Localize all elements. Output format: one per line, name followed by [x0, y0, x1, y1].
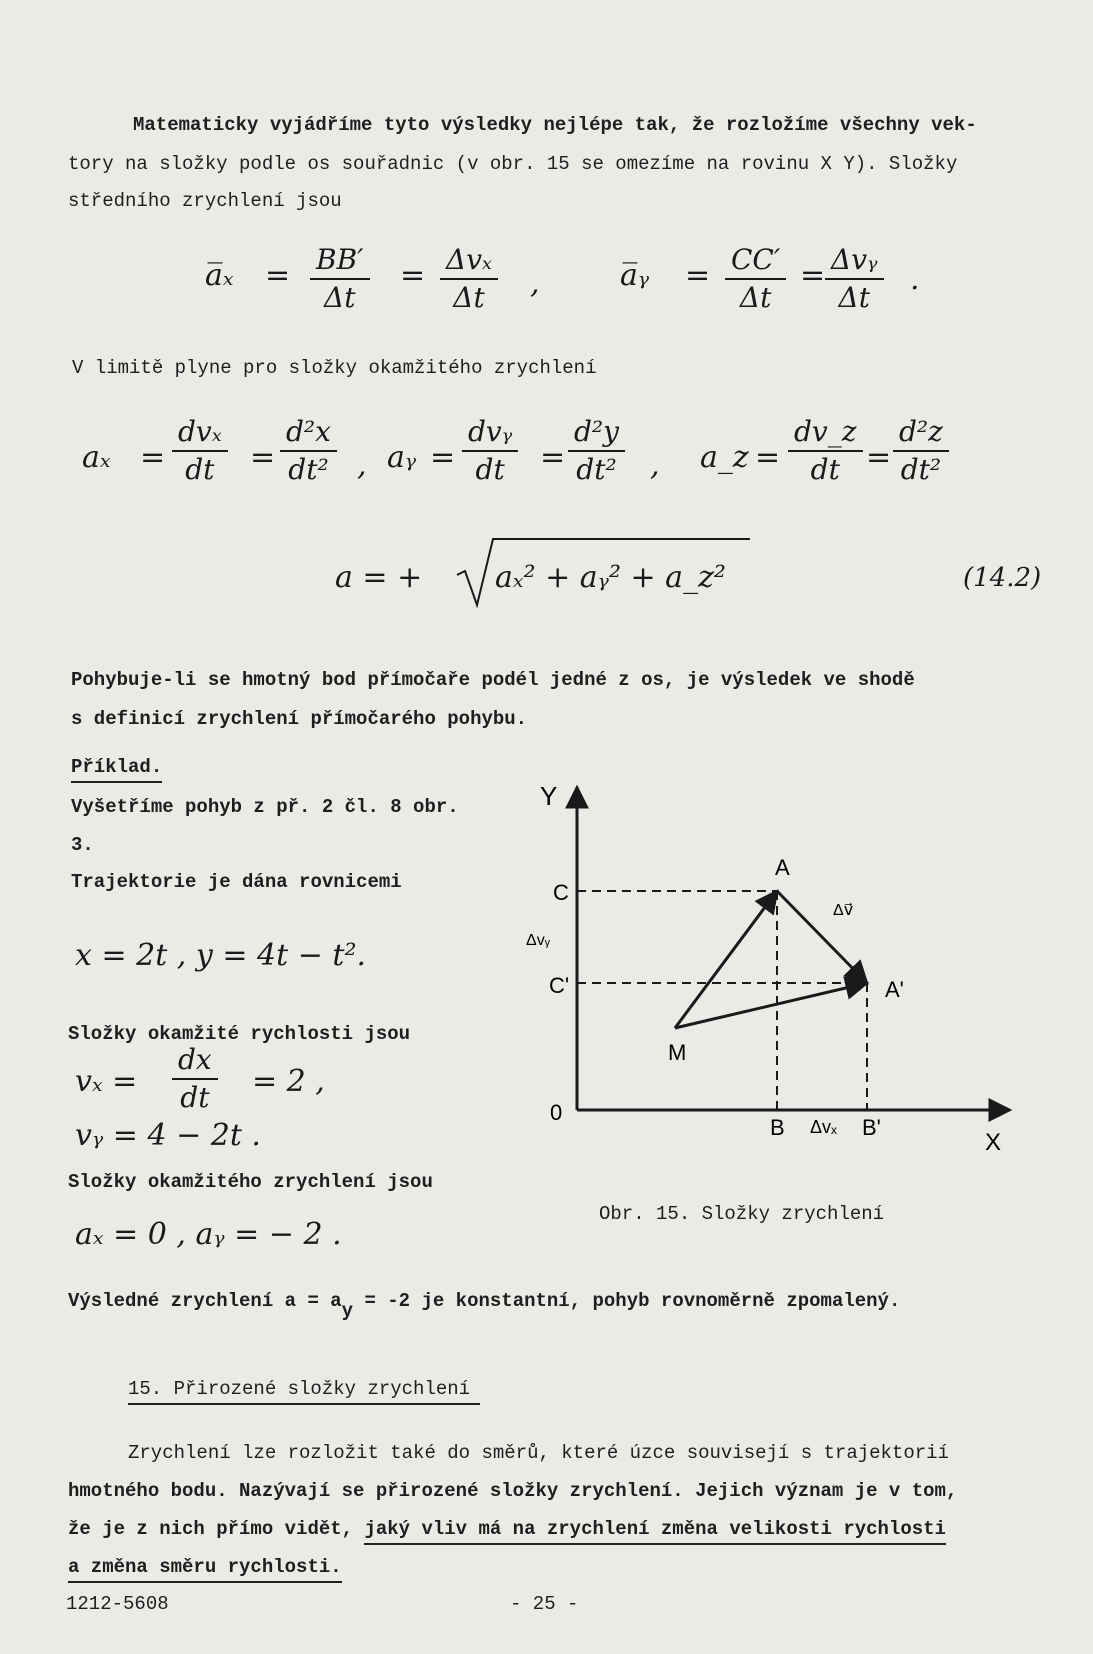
eq-sign: = [400, 258, 426, 293]
frac-den: dt [810, 453, 840, 486]
para-move-line-2: s definicí zrychlení přímočarého pohybu. [71, 708, 528, 730]
label-a: A [775, 855, 790, 880]
frac-dvz-dt [788, 416, 863, 486]
frac-num: d²z [893, 416, 949, 452]
label-x-axis: X [985, 1129, 1002, 1156]
example-heading-text: Příklad. [71, 756, 162, 783]
section-heading [128, 1378, 480, 1400]
comma: , [357, 448, 367, 483]
section-line-4 [68, 1556, 342, 1578]
frac-num: CC′ [725, 244, 786, 280]
frac-num: dvₓ [172, 416, 228, 452]
label-delta-vy: Δvᵧ [526, 932, 550, 949]
section-line-3-underlined: jaký vliv má na zrychlení změna velikosti rychlosti [364, 1518, 946, 1545]
frac-den: Δt [324, 281, 356, 314]
frac-d2z-dt2 [893, 416, 949, 486]
intro-line-1: Matematicky vyjádříme tyto výsledky nejlépe tak, že rozložíme všechny vek- [133, 114, 977, 136]
page-number: - 25 - [510, 1593, 579, 1615]
vx-lhs: vₓ = [75, 1064, 138, 1099]
figure-caption: Obr. 15. Složky zrychlení [599, 1203, 885, 1225]
eq-mag-lhs: a = + [335, 560, 423, 595]
label-cprime: C' [549, 973, 570, 998]
frac-den: Δt [838, 281, 871, 314]
comma: , [530, 266, 540, 301]
eq-sign: = [800, 258, 826, 293]
frac-den: Δt [453, 281, 485, 314]
frac-num: dx [172, 1044, 218, 1080]
section-line-1: Zrychlení lze rozložit také do směrů, které úzce souvisejí s trajektorií [128, 1442, 949, 1464]
frac-den: dt² [576, 453, 617, 486]
equation-number: (14.2) [963, 563, 1042, 593]
vector-delta-v [777, 891, 867, 983]
trajectory-text: Trajektorie je dána rovnicemi [71, 871, 402, 893]
frac-num: BB′ [310, 244, 370, 280]
result-subscript: y [341, 1300, 354, 1322]
frac-dvy-dt [462, 416, 518, 486]
eq-sign: = [265, 258, 291, 293]
frac-d2y-dt2 [568, 416, 625, 486]
frac-den: dt² [900, 453, 942, 486]
vy-equation: vᵧ = 4 − 2t . [75, 1118, 261, 1153]
para-move-line-1: Pohybuje-li se hmotný bod přímočaře podél jedné z os, je výsledek ve shodě [71, 669, 915, 691]
frac-num: Δvₓ [440, 244, 498, 280]
label-m: M [668, 1040, 687, 1065]
frac-den: dt [185, 453, 215, 486]
eq-inst-az: a_z [700, 440, 749, 475]
label-delta-v: Δv⃗ [833, 902, 854, 919]
section-line-3 [68, 1518, 946, 1540]
label-origin: 0 [550, 1100, 563, 1125]
acceleration-text: Složky okamžitého zrychlení jsou [68, 1171, 433, 1193]
frac-den: dt [475, 453, 505, 486]
footer-code: 1212-5608 [66, 1593, 169, 1615]
section-line-4-text: a změna směru rychlosti. [68, 1556, 342, 1583]
result-part-b: = -2 je konstantní, pohyb rovnoměrně zpomalený. [353, 1290, 901, 1312]
frac-den: dt [180, 1081, 210, 1114]
eq-inst-ax: aₓ [82, 440, 111, 475]
frac-den: Δt [739, 281, 772, 314]
velocity-text: Složky okamžité rychlosti jsou [68, 1023, 411, 1045]
label-b: B [770, 1115, 785, 1140]
label-bprime: B' [862, 1115, 881, 1140]
frac-num: d²y [568, 416, 625, 452]
label-aprime: A' [885, 977, 904, 1002]
eq-sign: = [540, 440, 566, 475]
example-heading [71, 756, 162, 778]
figure-15-diagram [520, 775, 1020, 1195]
eq-mean-ax: a̅ₓ [205, 258, 234, 293]
frac-bb-dt [310, 244, 370, 314]
eq-inst-ay: aᵧ [387, 440, 417, 475]
period: . [910, 262, 920, 297]
frac-num: dvᵧ [462, 416, 518, 452]
frac-dx-dt [172, 1044, 218, 1114]
label-y-axis: Y [540, 781, 558, 811]
frac-dvx-dt [440, 244, 498, 314]
eq-sign: = [685, 258, 711, 293]
eq-sign: = [140, 440, 166, 475]
result-part-a: Výsledné zrychlení a = a [68, 1290, 342, 1312]
vx-rhs: = 2 , [252, 1064, 325, 1099]
label-delta-vx: Δvₓ [810, 1117, 837, 1137]
intro-line-3: středního zrychlení jsou [68, 190, 342, 212]
frac-num: dv_z [788, 416, 863, 452]
section-line-3-start: že je z nich přímo vidět, [68, 1518, 365, 1540]
result-line [68, 1290, 901, 1322]
eq-mean-ay: a̅ᵧ [620, 258, 650, 293]
section-line-2: hmotného bodu. Nazývají se přirozené složky zrychlení. Jejich význam je v tom, [68, 1480, 958, 1502]
example-line-2: 3. [71, 834, 94, 856]
acceleration-equation: aₓ = 0 , aᵧ = − 2 . [75, 1217, 342, 1252]
label-c: C [553, 880, 569, 905]
eq-sign: = [430, 440, 456, 475]
eq-sign: = [755, 440, 781, 475]
frac-num: Δvᵧ [825, 244, 884, 280]
comma: , [650, 448, 660, 483]
trajectory-equation: x = 2t , y = 4t − t². [75, 938, 367, 973]
example-line-1: Vyšetříme pohyb z př. 2 čl. 8 obr. [71, 796, 459, 818]
eq-sign: = [250, 440, 276, 475]
eq-mag-radicand: aₓ² + aᵧ² + a_z² [495, 560, 726, 595]
frac-d2x-dt2 [280, 416, 337, 486]
frac-dvy-dt [825, 244, 884, 314]
frac-dvx-dt [172, 416, 228, 486]
frac-cc-dt [725, 244, 786, 314]
eq-sign: = [866, 440, 892, 475]
section-heading-text: 15. Přirozené složky zrychlení [128, 1378, 480, 1405]
limit-text: V limitě plyne pro složky okamžitého zrychlení [72, 357, 597, 379]
frac-num: d²x [280, 416, 337, 452]
intro-line-2: tory na složky podle os souřadnic (v obr. 15 se omezíme na rovinu X Y). Složky [68, 153, 958, 175]
frac-den: dt² [288, 453, 329, 486]
